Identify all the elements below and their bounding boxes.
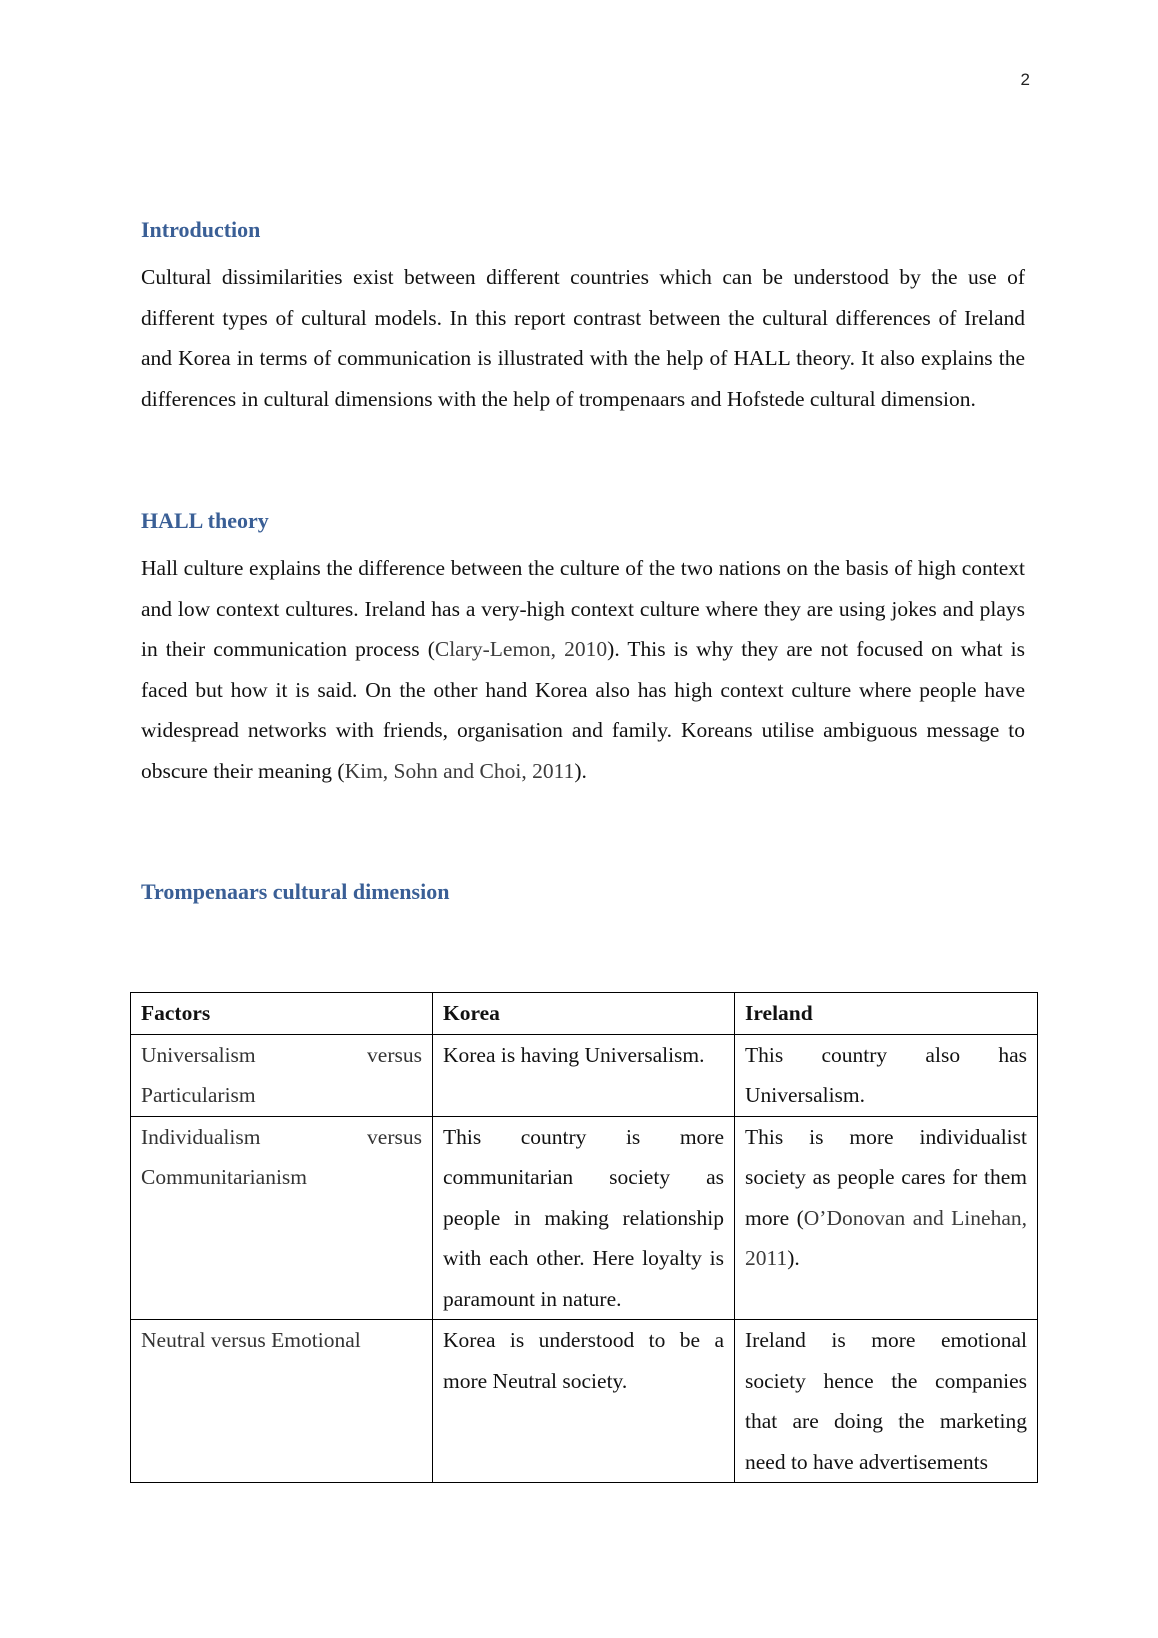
hall-text-1: Hall culture explains the difference between the culture of the two nations on the basis of high context and low context cultures. Ireland has a very-high context culture where they are using jokes and plays in their communication process ( [141, 556, 1025, 661]
factor-cell: Individualism versus Communitarianism [131, 1116, 433, 1320]
cultural-dimensions-table [130, 992, 1038, 1483]
ireland-text-2: ). [787, 1246, 800, 1270]
ireland-cell [735, 1116, 1038, 1320]
table-header-row [131, 993, 1038, 1035]
hall-text-3: ). [574, 758, 587, 783]
citation-odonovan-linehan: O’Donovan and Linehan, 2011 [745, 1205, 1027, 1270]
ireland-text-1: This is more individualist society as people cares for them more ( [745, 1124, 1027, 1230]
korea-cell: Korea is having Universalism. [433, 1034, 735, 1116]
table-row [131, 1320, 1038, 1483]
factor-cell: Neutral versus Emotional [131, 1320, 433, 1483]
introduction-paragraph: Cultural dissimilarities exist between different countries which can be understood by the use of different types of cultural models. In this report contrast between the cultural differences of Ireland and Korea in terms of communication is illustrated with the help of HALL theory. It also explains the differences in cultural dimensions with the help of trompenaars and Hofstede cultural dimension. [141, 265, 1025, 411]
header-ireland: Ireland [735, 993, 1038, 1035]
introduction-heading: Introduction [141, 217, 261, 242]
header-factors: Factors [131, 993, 433, 1035]
ireland-cell: This country also has Universalism. [735, 1034, 1038, 1116]
header-korea: Korea [433, 993, 735, 1035]
hall-theory-paragraph [141, 548, 1025, 791]
page-number: 2 [1020, 70, 1030, 89]
citation-kim-sohn-choi: Kim, Sohn and Choi, 2011 [344, 758, 575, 783]
hall-text-2: ). This is why they are not focused on what is faced but how it is said. On the other hand Korea also has high context culture where people have widespread networks with friends, organisation and family. Koreans utilise ambiguous message to obscure their meaning ( [141, 637, 1025, 783]
trompenaars-heading: Trompenaars cultural dimension [141, 879, 450, 904]
citation-clary-lemon: Clary-Lemon, 2010 [434, 637, 608, 661]
table-row [131, 1034, 1038, 1116]
factor-cell: Universalism versus Particularism [131, 1034, 433, 1116]
korea-cell: This country is more communitarian society as people in making relationship with each other. Here loyalty is paramount in nature. [433, 1116, 735, 1320]
hall-theory-heading: HALL theory [141, 508, 269, 533]
ireland-cell: Ireland is more emotional society hence the companies that are doing the marketing need to have advertisements [735, 1320, 1038, 1483]
korea-cell: Korea is understood to be a more Neutral society. [433, 1320, 735, 1483]
table-row [131, 1116, 1038, 1320]
